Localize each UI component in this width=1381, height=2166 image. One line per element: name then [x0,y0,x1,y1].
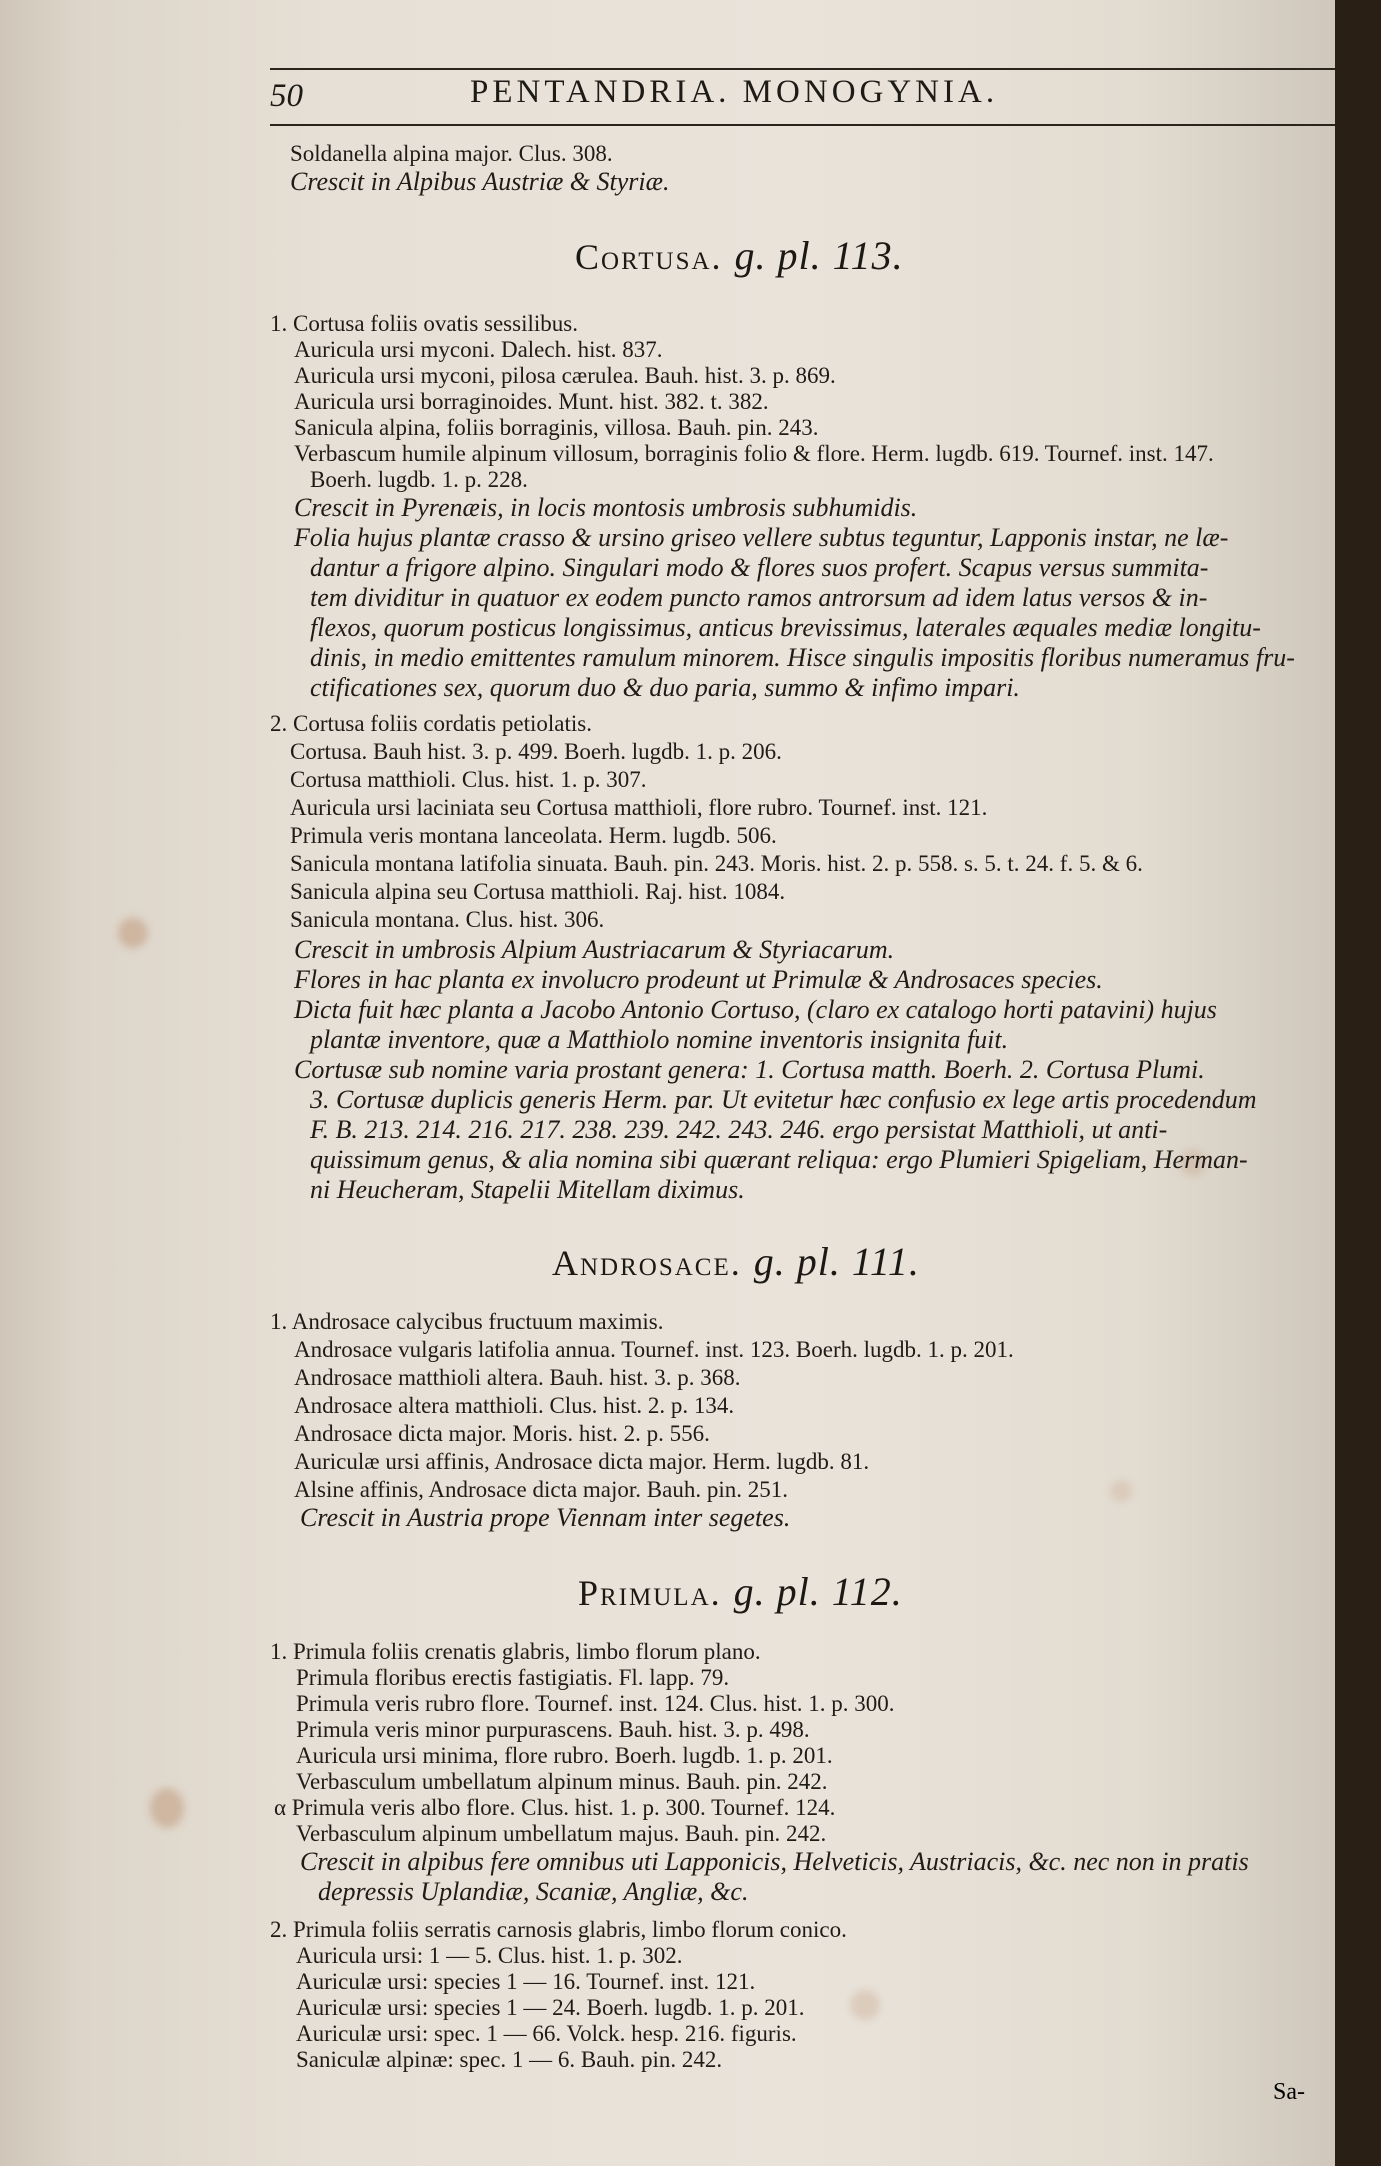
note-line: quissimum genus, & alia nomina sibi quærant reliqua: ergo Plumieri Spigeliam, Herman- [310,1145,1248,1174]
synonym-line: Auriculæ ursi affinis, Androsace dicta major. Herm. lugdb. 81. [294,1449,870,1474]
synonym-line: Primula veris minor purpurascens. Bauh. hist. 3. p. 498. [296,1717,810,1742]
synonym-line: Verbasculum alpinum umbellatum majus. Bauh. pin. 242. [296,1821,827,1846]
note-line: plantæ inventore, quæ a Matthiolo nomine inventoris insignita fuit. [310,1025,1009,1054]
synonym-line: Sanicula montana. Clus. hist. 306. [290,907,605,932]
synonym-line: Auricula ursi laciniata seu Cortusa matthioli, flore rubro. Tournef. inst. 121. [290,795,988,820]
running-title: PENTANDRIA. MONOGYNIA. [470,74,999,110]
note-line: flexos, quorum posticus longissimus, anticus brevissimus, laterales æquales mediæ longitu- [310,613,1261,642]
synonym-line: Auricula ursi borraginoides. Munt. hist. 382. t. 382. [294,389,769,414]
synonym-line: Auriculæ ursi: spec. 1 — 66. Volck. hesp. 216. figuris. [296,2021,797,2046]
habitat-line: depressis Uplandiæ, Scaniæ, Angliæ, &c. [318,1877,749,1906]
synonym-line: Auricula ursi myconi. Dalech. hist. 837. [294,337,663,362]
note-line: 3. Cortusæ duplicis generis Herm. par. Ut evitetur hæc confusio ex lege artis procedendum [310,1085,1257,1114]
synonym-line: Saniculæ alpinæ: spec. 1 — 6. Bauh. pin. 242. [296,2047,723,2072]
habitat-line: Crescit in Pyrenæis, in locis montosis umbrosis subhumidis. [294,493,918,522]
catchword: Sa- [1273,2079,1305,2105]
synonym-line: Verbascum humile alpinum villosum, borraginis folio & flore. Herm. lugdb. 619. Tournef. inst. 147. [294,441,1214,466]
synonym-line: Androsace dicta major. Moris. hist. 2. p. 556. [294,1421,710,1446]
genus-heading-androsace: Androsace. g. pl. 111. [552,1239,920,1284]
page-header [270,72,1330,116]
species-diagnosis: 2. Primula foliis serratis carnosis glabris, limbo florum conico. [270,1917,847,1942]
species-diagnosis: 1. Primula foliis crenatis glabris, limbo florum plano. [270,1639,761,1664]
header-rule-top [270,68,1335,70]
synonym-line: Sanicula montana latifolia sinuata. Bauh. pin. 243. Moris. hist. 2. p. 558. s. 5. t. 24. f. 5. & 6. [290,851,1143,876]
synonym-line: Verbasculum umbellatum alpinum minus. Bauh. pin. 242. [296,1769,828,1794]
synonym-line: Cortusa matthioli. Clus. hist. 1. p. 307. [290,767,647,792]
species-diagnosis: 1. Androsace calycibus fructuum maximis. [270,1309,664,1334]
note-line: dinis, in medio emittentes ramulum minorem. Hisce singulis impositis floribus numeramus fru- [310,643,1295,672]
text-line: Crescit in Alpibus Austriæ & Styriæ. [290,167,670,196]
synonym-line: Auriculæ ursi: species 1 — 24. Boerh. lugdb. 1. p. 201. [296,1995,805,2020]
synonym-line: Sanicula alpina, foliis borraginis, villosa. Bauh. pin. 243. [294,415,819,440]
habitat-line: Crescit in Austria prope Viennam inter segetes. [300,1503,791,1532]
synonym-line: Sanicula alpina seu Cortusa matthioli. Raj. hist. 1084. [290,879,786,904]
synonym-line: Alsine affinis, Androsace dicta major. Bauh. pin. 251. [294,1477,788,1502]
species-diagnosis: 2. Cortusa foliis cordatis petiolatis. [270,711,592,736]
note-line: Cortusæ sub nomine varia prostant genera: 1. Cortusa matth. Boerh. 2. Cortusa Plumi. [294,1055,1205,1084]
genus-heading-primula: Primula. g. pl. 112. [578,1569,903,1614]
note-line: ni Heucheram, Stapelii Mitellam diximus. [310,1175,745,1204]
habitat-line: Crescit in alpibus fere omnibus uti Lapponicis, Helveticis, Austriacis, &c. nec non in pratis [300,1847,1249,1876]
note-line: Dicta fuit hæc planta a Jacobo Antonio Cortuso, (claro ex catalogo horti patavini) hujus [294,995,1217,1024]
note-line: F. B. 213. 214. 216. 217. 238. 239. 242. 243. 246. ergo persistat Matthioli, ut anti- [310,1115,1168,1144]
synonym-line: Auriculæ ursi: species 1 — 16. Tournef. inst. 121. [296,1969,756,1994]
synonym-line: Auricula ursi: 1 — 5. Clus. hist. 1. p. 302. [296,1943,683,1968]
synonym-line: Androsace vulgaris latifolia annua. Tournef. inst. 123. Boerh. lugdb. 1. p. 201. [294,1337,1014,1362]
synonym-line: Cortusa. Bauh hist. 3. p. 499. Boerh. lugdb. 1. p. 206. [290,739,782,764]
page-number: 50 [270,78,303,114]
synonym-line: Primula veris rubro flore. Tournef. inst. 124. Clus. hist. 1. p. 300. [296,1691,895,1716]
note-line: tem dividitur in quatuor ex eodem puncto ramos antrorsum ad idem latus versos & in- [310,583,1208,612]
synonym-line: Auricula ursi myconi, pilosa cærulea. Bauh. hist. 3. p. 869. [294,363,836,388]
text-line: Soldanella alpina major. Clus. 308. [290,141,613,166]
synonym-line: Boerh. lugdb. 1. p. 228. [310,467,528,492]
habitat-line: Crescit in umbrosis Alpium Austriacarum & Styriacarum. [294,935,895,964]
variety-line: α Primula veris albo flore. Clus. hist. 1. p. 300. Tournef. 124. [274,1795,836,1820]
note-line: Folia hujus plantæ crasso & ursino griseo vellere subtus teguntur, Lapponis instar, ne læ- [294,523,1229,552]
synonym-line: Auricula ursi minima, flore rubro. Boerh. lugdb. 1. p. 201. [296,1743,833,1768]
note-line: ctificationes sex, quorum duo & duo paria, summo & infimo impari. [310,673,1020,702]
note-line: dantur a frigore alpino. Singulari modo & flores suos profert. Scapus versus summita- [310,553,1209,582]
synonym-line: Androsace matthioli altera. Bauh. hist. 3. p. 368. [294,1365,741,1390]
note-line: Flores in hac planta ex involucro prodeunt ut Primulæ & Androsaces species. [294,965,1103,994]
species-diagnosis: 1. Cortusa foliis ovatis sessilibus. [270,311,578,336]
header-rule-bottom [270,124,1335,126]
synonym-line: Primula veris montana lanceolata. Herm. lugdb. 506. [290,823,777,848]
synonym-line: Primula floribus erectis fastigiatis. Fl. lapp. 79. [296,1665,730,1690]
genus-heading-cortusa: Cortusa. g. pl. 113. [575,233,904,278]
synonym-line: Androsace altera matthioli. Clus. hist. 2. p. 134. [294,1393,735,1418]
